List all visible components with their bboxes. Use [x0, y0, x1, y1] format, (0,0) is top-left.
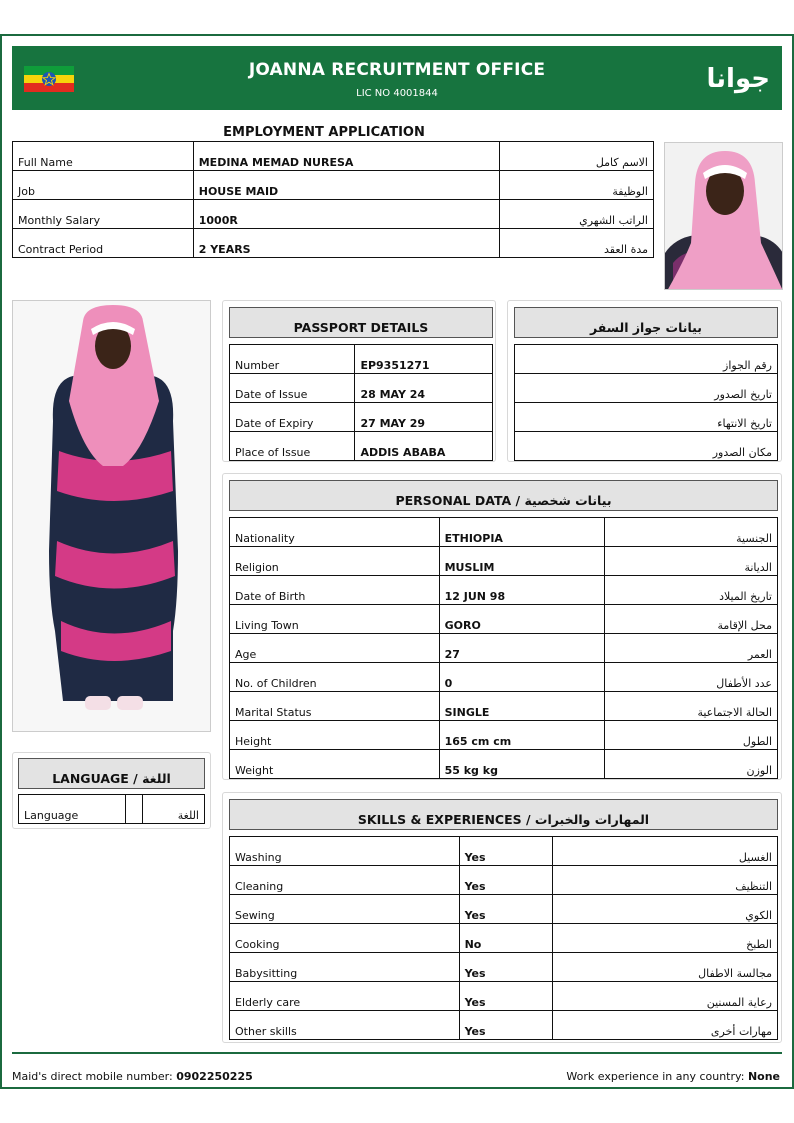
- basic-label-ar: الراتب الشهري: [500, 200, 654, 229]
- personal-label-ar: الوزن: [605, 750, 778, 779]
- application-title: EMPLOYMENT APPLICATION: [223, 125, 425, 140]
- passport-value: 28 MAY 24: [355, 374, 493, 403]
- skill-value: Yes: [459, 1011, 553, 1040]
- table-row: [230, 374, 493, 403]
- mobile-number-line: [12, 1070, 253, 1083]
- personal-label: Religion: [230, 547, 440, 576]
- personal-label-ar: تاريخ الميلاد: [605, 576, 778, 605]
- language-label-ar: اللغة: [143, 795, 205, 824]
- table-row: [230, 750, 778, 779]
- table-row: [230, 634, 778, 663]
- personal-label: Nationality: [230, 518, 440, 547]
- portrait-photo: [664, 142, 783, 290]
- table-row: [230, 547, 778, 576]
- skills-table: [229, 836, 778, 1040]
- table-row: [19, 795, 205, 824]
- table-row: [230, 924, 778, 953]
- basic-value: MEDINA MEMAD NURESA: [193, 142, 499, 171]
- passport-label-ar: مكان الصدور: [515, 432, 778, 461]
- personal-label: Height: [230, 721, 440, 750]
- table-row: [515, 432, 778, 461]
- basic-value: 2 YEARS: [193, 229, 499, 258]
- footer-divider: [12, 1052, 782, 1054]
- personal-data-card: [222, 473, 782, 780]
- passport-card: [222, 300, 496, 462]
- skill-label-ar: التنظيف: [553, 866, 778, 895]
- personal-label: Marital Status: [230, 692, 440, 721]
- table-row: [230, 895, 778, 924]
- skill-value: Yes: [459, 982, 553, 1011]
- language-label: Language: [19, 795, 126, 824]
- table-row: [230, 1011, 778, 1040]
- personal-label-ar: العمر: [605, 634, 778, 663]
- skill-label: Cleaning: [230, 866, 460, 895]
- skill-label-ar: الطبخ: [553, 924, 778, 953]
- skill-label: Washing: [230, 837, 460, 866]
- passport-label: Date of Issue: [230, 374, 355, 403]
- personal-label-ar: عدد الأطفال: [605, 663, 778, 692]
- passport-card-arabic: [507, 300, 782, 462]
- full-body-illustration: [13, 301, 211, 732]
- skill-label-ar: الكوي: [553, 895, 778, 924]
- table-row: [230, 982, 778, 1011]
- table-row: [13, 142, 654, 171]
- skill-label: Sewing: [230, 895, 460, 924]
- personal-title: PERSONAL DATA / بيانات شخصية: [229, 480, 778, 511]
- full-body-photo: [12, 300, 211, 732]
- basic-label: Full Name: [13, 142, 194, 171]
- table-row: [13, 200, 654, 229]
- table-row: [230, 866, 778, 895]
- passport-label-ar: رقم الجواز: [515, 345, 778, 374]
- passport-title: PASSPORT DETAILS: [229, 307, 493, 338]
- passport-label: Date of Expiry: [230, 403, 355, 432]
- language-card: [12, 752, 211, 829]
- personal-table: [229, 517, 778, 779]
- personal-value: ETHIOPIA: [439, 518, 605, 547]
- table-row: [515, 345, 778, 374]
- passport-label: Place of Issue: [230, 432, 355, 461]
- skill-label: Cooking: [230, 924, 460, 953]
- table-row: [515, 374, 778, 403]
- basic-info-table: [12, 141, 654, 258]
- passport-table-ar: [514, 344, 778, 461]
- skill-value: No: [459, 924, 553, 953]
- application-page: [0, 34, 794, 1089]
- application-title-wrap: [2, 125, 794, 140]
- personal-label: Living Town: [230, 605, 440, 634]
- table-row: [230, 518, 778, 547]
- personal-label: Date of Birth: [230, 576, 440, 605]
- basic-label-ar: مدة العقد: [500, 229, 654, 258]
- office-arabic-name: جوانا: [706, 64, 770, 94]
- skill-value: Yes: [459, 866, 553, 895]
- experience-value: None: [747, 1070, 780, 1083]
- personal-value: 27: [439, 634, 605, 663]
- personal-value: 12 JUN 98: [439, 576, 605, 605]
- passport-label-ar: تاريخ الانتهاء: [515, 403, 778, 432]
- office-title: JOANNA RECRUITMENT OFFICE: [248, 60, 546, 80]
- personal-label-ar: الطول: [605, 721, 778, 750]
- skill-label: Other skills: [230, 1011, 460, 1040]
- personal-label-ar: محل الإقامة: [605, 605, 778, 634]
- basic-value: HOUSE MAID: [193, 171, 499, 200]
- passport-title-ar: بيانات جواز السفر: [514, 307, 778, 338]
- language-title: LANGUAGE / اللغة: [18, 758, 205, 789]
- personal-label-ar: الديانة: [605, 547, 778, 576]
- passport-label-ar: تاريخ الصدور: [515, 374, 778, 403]
- header-banner: [12, 46, 782, 110]
- table-row: [230, 692, 778, 721]
- skills-card: [222, 792, 782, 1043]
- skill-value: Yes: [459, 953, 553, 982]
- personal-value: SINGLE: [439, 692, 605, 721]
- personal-value: GORO: [439, 605, 605, 634]
- language-value: [125, 795, 143, 824]
- basic-label: Contract Period: [13, 229, 194, 258]
- personal-value: MUSLIM: [439, 547, 605, 576]
- skill-label-ar: مجالسة الاطفال: [553, 953, 778, 982]
- table-row: [230, 576, 778, 605]
- license-number: LIC NO 4001844: [356, 88, 438, 99]
- table-row: [230, 345, 493, 374]
- personal-value: 55 kg kg: [439, 750, 605, 779]
- personal-label: Weight: [230, 750, 440, 779]
- portrait-illustration: [665, 143, 783, 290]
- skill-value: Yes: [459, 895, 553, 924]
- passport-value: ADDIS ABABA: [355, 432, 493, 461]
- passport-label: Number: [230, 345, 355, 374]
- table-row: [230, 837, 778, 866]
- passport-value: 27 MAY 29: [355, 403, 493, 432]
- skill-label-ar: رعاية المسنين: [553, 982, 778, 1011]
- work-experience-line: [566, 1070, 780, 1083]
- personal-label: Age: [230, 634, 440, 663]
- experience-label: Work experience in any country:: [566, 1070, 745, 1083]
- passport-value: EP9351271: [355, 345, 493, 374]
- table-row: [230, 403, 493, 432]
- skill-label-ar: الغسيل: [553, 837, 778, 866]
- skill-label-ar: مهارات أخرى: [553, 1011, 778, 1040]
- personal-label-ar: الحالة الاجتماعية: [605, 692, 778, 721]
- skill-value: Yes: [459, 837, 553, 866]
- table-row: [515, 403, 778, 432]
- personal-value: 0: [439, 663, 605, 692]
- basic-label-ar: الاسم كامل: [500, 142, 654, 171]
- skill-label: Elderly care: [230, 982, 460, 1011]
- mobile-label: Maid's direct mobile number:: [12, 1070, 173, 1083]
- skills-title: SKILLS & EXPERIENCES / المهارات والخبرات: [229, 799, 778, 830]
- basic-value: 1000R: [193, 200, 499, 229]
- table-row: [230, 432, 493, 461]
- personal-label-ar: الجنسية: [605, 518, 778, 547]
- basic-label-ar: الوظيفة: [500, 171, 654, 200]
- language-table: [18, 794, 205, 824]
- table-row: [230, 721, 778, 750]
- table-row: [230, 953, 778, 982]
- table-row: [13, 229, 654, 258]
- table-row: [13, 171, 654, 200]
- table-row: [230, 663, 778, 692]
- mobile-value: 0902250225: [176, 1070, 253, 1083]
- basic-label: Monthly Salary: [13, 200, 194, 229]
- skill-label: Babysitting: [230, 953, 460, 982]
- personal-value: 165 cm cm: [439, 721, 605, 750]
- passport-table: [229, 344, 493, 461]
- table-row: [230, 605, 778, 634]
- basic-label: Job: [13, 171, 194, 200]
- personal-label: No. of Children: [230, 663, 440, 692]
